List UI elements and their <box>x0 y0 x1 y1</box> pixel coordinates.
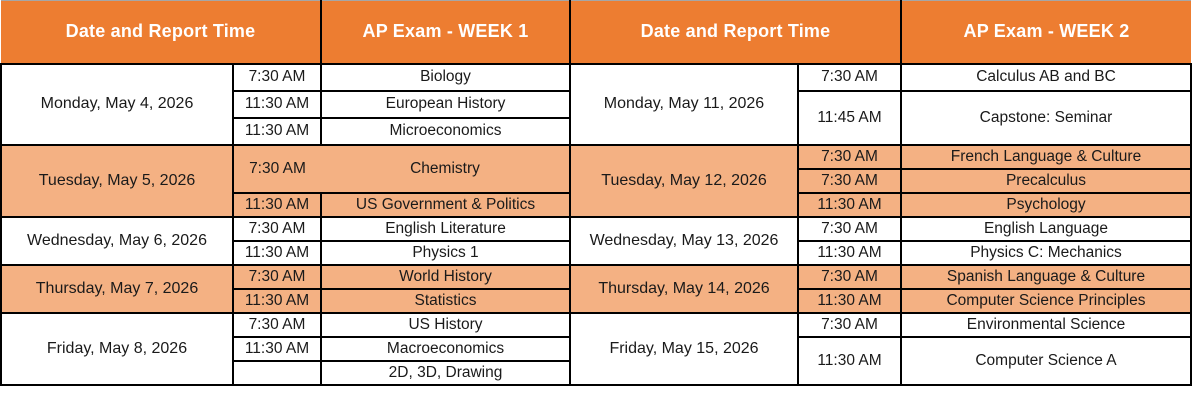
header-week2-date-time: Date and Report Time <box>570 1 901 64</box>
row-wednesday-1 <box>1 217 1191 241</box>
time-cell: 7:30 AM <box>233 145 321 193</box>
row-monday-1 <box>1 64 1191 91</box>
exam-cell: Precalculus <box>901 169 1191 193</box>
date-cell-week2-thursday: Thursday, May 14, 2026 <box>570 265 798 313</box>
time-cell-empty <box>233 361 321 385</box>
exam-cell: Macroeconomics <box>321 337 570 361</box>
time-cell: 7:30 AM <box>798 265 901 289</box>
exam-cell: Calculus AB and BC <box>901 64 1191 91</box>
row-tuesday-1 <box>1 145 1191 169</box>
time-cell: 11:30 AM <box>233 289 321 313</box>
time-cell: 7:30 AM <box>798 169 901 193</box>
exam-cell: English Literature <box>321 217 570 241</box>
header-week2-exam: AP Exam - WEEK 2 <box>901 1 1191 64</box>
exam-cell: 2D, 3D, Drawing <box>321 361 570 385</box>
time-cell: 11:30 AM <box>798 193 901 217</box>
exam-cell: US History <box>321 313 570 337</box>
header-week1-date-time: Date and Report Time <box>1 1 321 64</box>
exam-cell: Capstone: Seminar <box>901 91 1191 145</box>
exam-cell: European History <box>321 91 570 118</box>
time-cell: 7:30 AM <box>798 64 901 91</box>
time-cell: 11:30 AM <box>798 337 901 385</box>
exam-cell: Spanish Language & Culture <box>901 265 1191 289</box>
time-cell: 7:30 AM <box>233 265 321 289</box>
time-cell: 7:30 AM <box>798 145 901 169</box>
exam-cell: Psychology <box>901 193 1191 217</box>
exam-cell: Biology <box>321 64 570 91</box>
exam-cell: English Language <box>901 217 1191 241</box>
row-thursday-1 <box>1 265 1191 289</box>
time-cell: 11:30 AM <box>233 241 321 265</box>
time-cell: 11:45 AM <box>798 91 901 145</box>
date-cell-week2-tuesday: Tuesday, May 12, 2026 <box>570 145 798 217</box>
time-cell: 11:30 AM <box>233 118 321 145</box>
time-cell: 11:30 AM <box>798 241 901 265</box>
time-cell: 7:30 AM <box>798 313 901 337</box>
time-cell: 11:30 AM <box>798 289 901 313</box>
date-cell-week2-friday: Friday, May 15, 2026 <box>570 313 798 385</box>
exam-cell: World History <box>321 265 570 289</box>
time-cell: 7:30 AM <box>233 313 321 337</box>
header-week1-exam: AP Exam - WEEK 1 <box>321 1 570 64</box>
header-row <box>1 1 1191 64</box>
time-cell: 11:30 AM <box>233 193 321 217</box>
exam-cell: Statistics <box>321 289 570 313</box>
time-cell: 7:30 AM <box>233 64 321 91</box>
date-cell-week1-tuesday: Tuesday, May 5, 2026 <box>1 145 233 217</box>
exam-cell: Chemistry <box>321 145 570 193</box>
row-friday-1 <box>1 313 1191 337</box>
exam-cell: Environmental Science <box>901 313 1191 337</box>
date-cell-week1-thursday: Thursday, May 7, 2026 <box>1 265 233 313</box>
exam-cell: Computer Science Principles <box>901 289 1191 313</box>
time-cell: 11:30 AM <box>233 337 321 361</box>
date-cell-week1-monday: Monday, May 4, 2026 <box>1 64 233 145</box>
exam-cell: French Language & Culture <box>901 145 1191 169</box>
date-cell-week1-wednesday: Wednesday, May 6, 2026 <box>1 217 233 265</box>
exam-cell: Microeconomics <box>321 118 570 145</box>
exam-cell: Physics 1 <box>321 241 570 265</box>
exam-cell: Computer Science A <box>901 337 1191 385</box>
exam-cell: Physics C: Mechanics <box>901 241 1191 265</box>
date-cell-week1-friday: Friday, May 8, 2026 <box>1 313 233 385</box>
time-cell: 7:30 AM <box>798 217 901 241</box>
time-cell: 11:30 AM <box>233 91 321 118</box>
exam-cell: US Government & Politics <box>321 193 570 217</box>
date-cell-week2-wednesday: Wednesday, May 13, 2026 <box>570 217 798 265</box>
date-cell-week2-monday: Monday, May 11, 2026 <box>570 64 798 145</box>
time-cell: 7:30 AM <box>233 217 321 241</box>
